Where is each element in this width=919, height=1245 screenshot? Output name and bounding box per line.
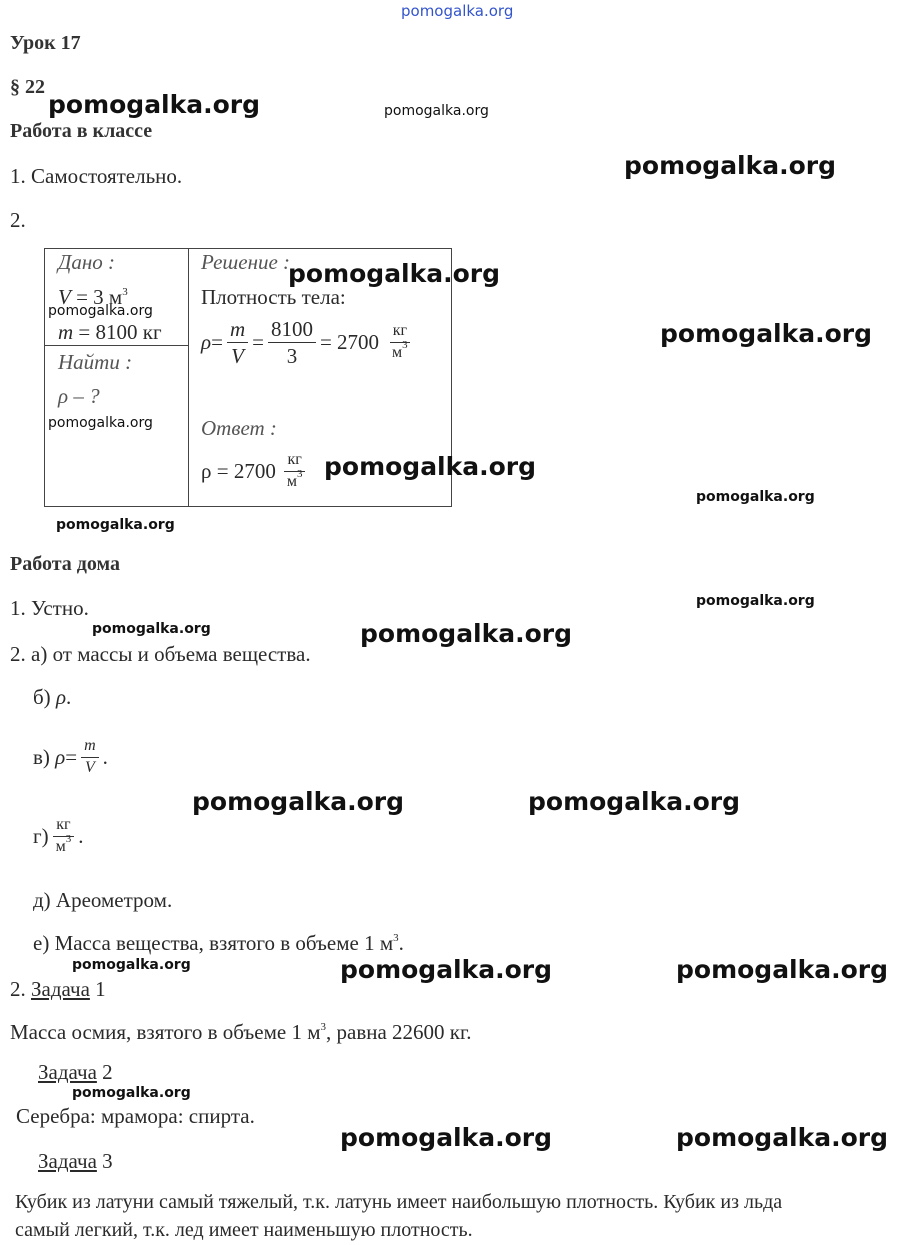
- watermark: pomogalka.org: [624, 151, 837, 180]
- watermark: pomogalka.org: [696, 593, 815, 609]
- task-1-heading: 2. Задача 1: [10, 977, 106, 1001]
- answer-formula: ρ = 2700 $\frac{кг}{м^3}$: [201, 452, 309, 491]
- watermark: pomogalka.org: [528, 787, 741, 816]
- task-2-heading: Задача 2: [38, 1060, 113, 1084]
- home-work-heading: Работа дома: [10, 553, 120, 575]
- given-volume: V = 3 $м^3$: [58, 285, 128, 309]
- density-label: Плотность тела:: [201, 285, 346, 309]
- lesson-title: Урок 17: [10, 32, 81, 54]
- task-3-heading: Задача 3: [38, 1149, 113, 1173]
- watermark: pomogalka.org: [192, 787, 405, 816]
- watermark: pomogalka.org: [48, 303, 153, 319]
- home-work-item-v: в) ρ = $\frac{m}{V}$ .: [33, 737, 108, 776]
- watermark: pomogalka.org: [48, 90, 261, 119]
- home-work-item-1: 1. Устно.: [10, 596, 89, 620]
- watermark: pomogalka.org: [72, 957, 191, 973]
- watermark: pomogalka.org: [48, 415, 153, 431]
- find-value: ρ – ?: [58, 384, 100, 408]
- watermark: pomogalka.org: [56, 517, 175, 533]
- answer-label: Ответ :: [201, 416, 277, 440]
- task-3-line-1: Кубик из латуни самый тяжелый, т.к. латунь имеет наибольшую плотность. Кубик из льда: [15, 1191, 783, 1213]
- given-label: Дано :: [58, 250, 116, 274]
- watermark: pomogalka.org: [288, 259, 501, 288]
- home-work-item-e: е) Масса вещества, взятого в объеме 1 $м^3$.: [33, 931, 404, 955]
- watermark: pomogalka.org: [676, 955, 889, 984]
- watermark: pomogalka.org: [384, 103, 489, 119]
- watermark: pomogalka.org: [340, 955, 553, 984]
- watermark: pomogalka.org: [72, 1085, 191, 1101]
- home-work-item-2a: 2. а) от массы и объема вещества.: [10, 642, 311, 666]
- given-mass: m = 8100 кг: [58, 320, 162, 344]
- class-work-item-2-number: 2.: [10, 208, 26, 232]
- watermark: pomogalka.org: [92, 621, 211, 637]
- density-formula: ρ = $\frac{m}{V}$ = $\frac{8100}{3}$ = 2700 $\frac{кг}{м^3}$: [201, 318, 415, 367]
- watermark: pomogalka.org: [324, 452, 537, 481]
- watermark: pomogalka.org: [340, 1123, 553, 1152]
- home-work-item-b: б) ρ.: [33, 685, 72, 709]
- solution-label: Решение :: [201, 250, 291, 274]
- home-work-item-d: д) Ареометром.: [33, 888, 173, 912]
- table-divider-vertical: [188, 248, 189, 506]
- watermark: pomogalka.org: [360, 619, 573, 648]
- find-label: Найти :: [58, 350, 133, 374]
- watermark: pomogalka.org: [660, 319, 873, 348]
- home-work-item-g: г) $\frac{кг}{м^3}$ .: [33, 816, 84, 855]
- table-divider-horizontal: [44, 345, 189, 346]
- class-work-heading: Работа в классе: [10, 120, 153, 142]
- task-3-line-2: самый легкий, т.к. лед имеет наименьшую плотность.: [15, 1219, 473, 1241]
- task-2-text: Серебра: мрамора: спирта.: [16, 1104, 255, 1128]
- task-1-text: Масса осмия, взятого в объеме 1 $м^3$, равна 22600 кг.: [10, 1020, 472, 1044]
- watermark: pomogalka.org: [696, 489, 815, 505]
- class-work-item-1: 1. Самостоятельно.: [10, 164, 183, 188]
- watermark: pomogalka.org: [676, 1123, 889, 1152]
- paragraph-number: § 22: [10, 76, 45, 98]
- site-header-link[interactable]: pomogalka.org: [401, 2, 514, 20]
